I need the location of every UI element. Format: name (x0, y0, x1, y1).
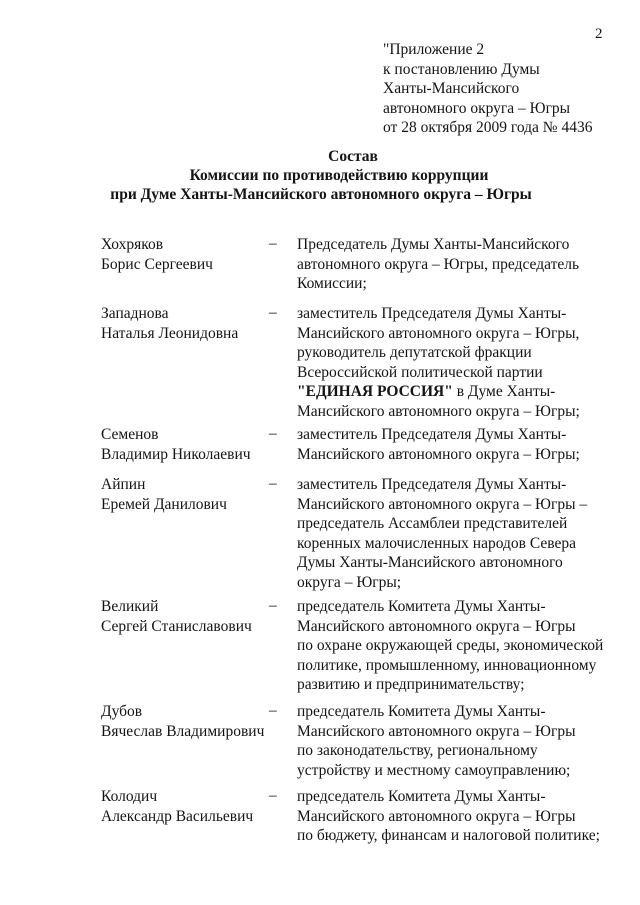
role-line: устройству и местному самоуправлению; (297, 761, 571, 779)
member-dash: – (269, 597, 277, 614)
role-line: председатель Комитета Думы Ханты- (297, 598, 546, 615)
appendix-line: Ханты-Мансийского (383, 80, 520, 97)
member-name (101, 787, 271, 826)
member-name (101, 475, 271, 514)
role-line: Всероссийской политической партии (297, 363, 543, 381)
role-line: Комиссии; (297, 275, 367, 292)
member-role (297, 425, 617, 464)
role-line: коренных малочисленных народов Севера (297, 534, 576, 552)
member-dash: – (269, 235, 277, 252)
role-line: Мансийского автономного округа – Югры (297, 617, 576, 635)
role-line: Думы Ханты-Мансийского автономного (297, 554, 563, 571)
heading-title: Состав (328, 148, 378, 165)
role-line: Мансийского автономного округа – Югры; (297, 402, 580, 420)
member-given-name: Владимир Николаевич (101, 445, 251, 463)
member-surname: Колодич (101, 788, 158, 805)
role-line: развитию и предпринимательству; (297, 676, 525, 693)
appendix-line: к постановлению Думы (383, 60, 540, 78)
role-line: Мансийского автономного округа – Югры (297, 807, 576, 825)
member-surname: Семенов (101, 426, 159, 443)
member-surname: Западнова (101, 305, 169, 322)
member-dash: – (269, 787, 277, 804)
page-number: 2 (595, 26, 603, 42)
role-line: по законодательству, региональному (297, 742, 538, 759)
document-heading (0, 147, 640, 204)
member-dash: – (269, 702, 277, 719)
member-dash: – (269, 304, 277, 321)
member-surname: Великий (101, 598, 159, 615)
member-dash: – (269, 425, 277, 442)
member-given-name: Александр Васильевич (101, 807, 254, 825)
role-line: Мансийского автономного округа – Югры, (297, 324, 580, 342)
member-surname: Хохряков (101, 236, 164, 253)
role-line: председатель Комитета Думы Ханты- (297, 788, 546, 805)
member-role (297, 702, 617, 780)
member-given-name: Еремей Данилович (101, 495, 227, 513)
role-line: политике, промышленному, инновационному (297, 656, 597, 674)
member-name (101, 235, 271, 274)
member-given-name: Наталья Леонидовна (101, 324, 239, 342)
role-line: автономного округа – Югры, председатель (297, 255, 580, 273)
heading-subtitle: Комиссии по противодействию коррупции (189, 167, 489, 184)
member-name (101, 304, 271, 343)
role-line: Мансийского автономного округа – Югры; (297, 445, 580, 463)
member-given-name: Сергей Станиславович (101, 617, 252, 635)
member-role (297, 475, 617, 592)
role-line: по бюджету, финансам и налоговой политике; (297, 827, 600, 844)
role-line-tail: в Думе Ханты- (452, 383, 556, 400)
role-line: заместитель Председателя Думы Ханты- (297, 476, 567, 493)
member-given-name: Вячеслав Владимирович (101, 722, 265, 740)
member-role (297, 235, 617, 294)
role-line: заместитель Председателя Думы Ханты- (297, 426, 567, 443)
role-line: Председатель Думы Ханты-Мансийского (297, 236, 570, 253)
appendix-reference (383, 40, 633, 138)
role-line: Мансийского автономного округа – Югры (297, 722, 576, 740)
role-line: председатель Комитета Думы Ханты- (297, 703, 546, 720)
member-dash: – (269, 475, 277, 492)
role-line: по охране окружающей среды, экономической (297, 637, 604, 654)
member-surname: Дубов (101, 703, 143, 720)
member-given-name: Борис Сергеевич (101, 255, 213, 273)
member-role (297, 597, 617, 695)
heading-subtitle: при Думе Ханты-Мансийского автономного округа – Югры (110, 186, 532, 203)
role-line: округа – Югры; (297, 573, 402, 591)
party-name: "ЕДИНАЯ РОССИЯ" (297, 383, 453, 400)
member-name (101, 597, 271, 636)
appendix-line: "Приложение 2 (383, 41, 485, 58)
member-surname: Айпин (101, 476, 146, 493)
role-line: заместитель Председателя Думы Ханты- (297, 305, 567, 322)
role-line: руководитель депутатской фракции (297, 344, 532, 361)
member-role (297, 304, 617, 421)
role-line (297, 382, 617, 402)
member-role (297, 787, 617, 846)
member-name (101, 425, 271, 464)
role-line: Мансийского автономного округа – Югры – (297, 495, 588, 513)
appendix-line: автономного округа – Югры (383, 99, 571, 117)
member-name (101, 702, 271, 741)
appendix-line: от 28 октября 2009 года № 4436 (383, 119, 593, 136)
role-line: председатель Ассамблеи представителей (297, 515, 568, 532)
